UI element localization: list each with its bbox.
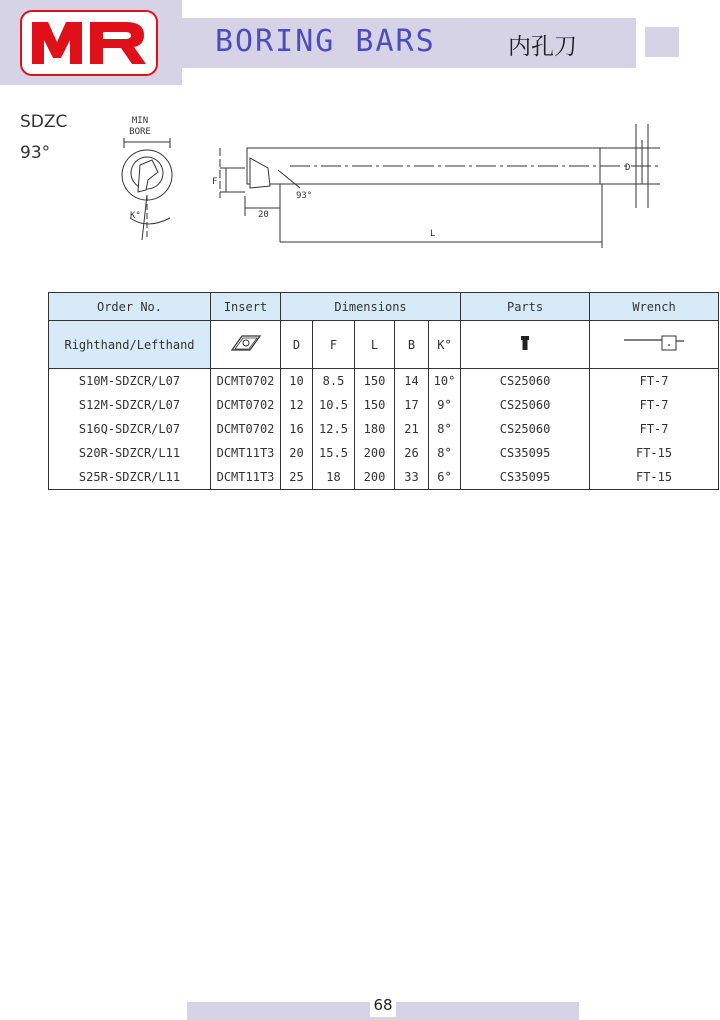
screw-icon <box>519 334 531 352</box>
cell-order: S12M-SDZCR/L07 <box>49 393 211 417</box>
model-angle: 93° <box>20 143 51 163</box>
header-dim-b: B <box>395 321 429 369</box>
cell-wrench: FT-7 <box>590 417 719 441</box>
cell-d: 12 <box>281 393 313 417</box>
cell-k: 8° <box>429 441 461 465</box>
header-dim-d: D <box>281 321 313 369</box>
header-insert-icon-cell <box>211 321 281 369</box>
logo-panel <box>0 0 182 85</box>
k-angle-label: K° <box>130 211 141 221</box>
cell-l: 200 <box>355 441 395 465</box>
cell-f: 18 <box>313 465 355 490</box>
page-title: BORING BARS <box>215 24 436 59</box>
end-view <box>122 116 172 240</box>
length-dimension-label: L <box>430 229 436 239</box>
cell-b: 21 <box>395 417 429 441</box>
cell-insert: DCMT0702 <box>211 417 281 441</box>
cell-wrench: FT-7 <box>590 369 719 394</box>
title-accent-square <box>645 27 679 57</box>
min-bore-label-1: MIN <box>131 116 149 126</box>
cell-parts: CS25060 <box>461 369 590 394</box>
cell-order: S20R-SDZCR/L11 <box>49 441 211 465</box>
cell-parts: CS35095 <box>461 465 590 490</box>
table-row <box>49 417 719 441</box>
header-dim-k: K° <box>429 321 461 369</box>
cell-parts: CS35095 <box>461 441 590 465</box>
rhombus-insert-icon <box>228 333 264 353</box>
min-bore-label-2: BORE <box>129 127 151 137</box>
table-row <box>49 393 719 417</box>
cell-insert: DCMT0702 <box>211 393 281 417</box>
table-row <box>49 441 719 465</box>
cell-k: 6° <box>429 465 461 490</box>
cell-b: 33 <box>395 465 429 490</box>
spec-table <box>48 292 719 490</box>
cell-l: 200 <box>355 465 395 490</box>
table-row <box>49 369 719 394</box>
header-insert: Insert <box>211 293 281 321</box>
table-row <box>49 465 719 490</box>
cell-l: 150 <box>355 393 395 417</box>
cell-d: 16 <box>281 417 313 441</box>
brand-logo <box>20 10 158 76</box>
header-dim-f: F <box>313 321 355 369</box>
cell-order: S25R-SDZCR/L11 <box>49 465 211 490</box>
offset-dimension-label: 20 <box>258 210 269 220</box>
cell-l: 150 <box>355 369 395 394</box>
page-number: 68 <box>370 993 396 1017</box>
cell-order: S16Q-SDZCR/L07 <box>49 417 211 441</box>
header-dimensions: Dimensions <box>281 293 461 321</box>
f-dimension-label: F <box>212 177 218 187</box>
cell-b: 14 <box>395 369 429 394</box>
cell-d: 20 <box>281 441 313 465</box>
side-view <box>212 124 660 248</box>
cell-insert: DCMT11T3 <box>211 441 281 465</box>
cell-wrench: FT-15 <box>590 465 719 490</box>
technical-drawing <box>100 110 660 265</box>
cell-wrench: FT-7 <box>590 393 719 417</box>
header-wrench-icon-cell <box>590 321 719 369</box>
cell-parts: CS25060 <box>461 417 590 441</box>
model-code: SDZC <box>20 112 68 132</box>
header-order-no: Order No. <box>49 293 211 321</box>
cell-d: 10 <box>281 369 313 394</box>
cell-order: S10M-SDZCR/L07 <box>49 369 211 394</box>
cell-k: 9° <box>429 393 461 417</box>
header-parts-icon-cell <box>461 321 590 369</box>
torx-wrench-icon <box>622 333 686 353</box>
header-wrench: Wrench <box>590 293 719 321</box>
cell-parts: CS25060 <box>461 393 590 417</box>
cell-d: 25 <box>281 465 313 490</box>
cell-f: 15.5 <box>313 441 355 465</box>
cell-b: 26 <box>395 441 429 465</box>
cell-wrench: FT-15 <box>590 441 719 465</box>
cell-k: 8° <box>429 417 461 441</box>
cell-f: 12.5 <box>313 417 355 441</box>
cell-l: 180 <box>355 417 395 441</box>
cell-f: 8.5 <box>313 369 355 394</box>
page-title-chinese: 内孔刀 <box>508 34 577 60</box>
cell-k: 10° <box>429 369 461 394</box>
cell-insert: DCMT0702 <box>211 369 281 394</box>
header-hand: Righthand/Lefthand <box>49 321 211 369</box>
approach-angle-label: 93° <box>296 191 313 201</box>
mr-logo-icon <box>22 12 156 74</box>
cell-f: 10.5 <box>313 393 355 417</box>
header-dim-l: L <box>355 321 395 369</box>
header-parts: Parts <box>461 293 590 321</box>
cell-b: 17 <box>395 393 429 417</box>
cell-insert: DCMT11T3 <box>211 465 281 490</box>
d-dimension-label: D <box>625 163 631 173</box>
